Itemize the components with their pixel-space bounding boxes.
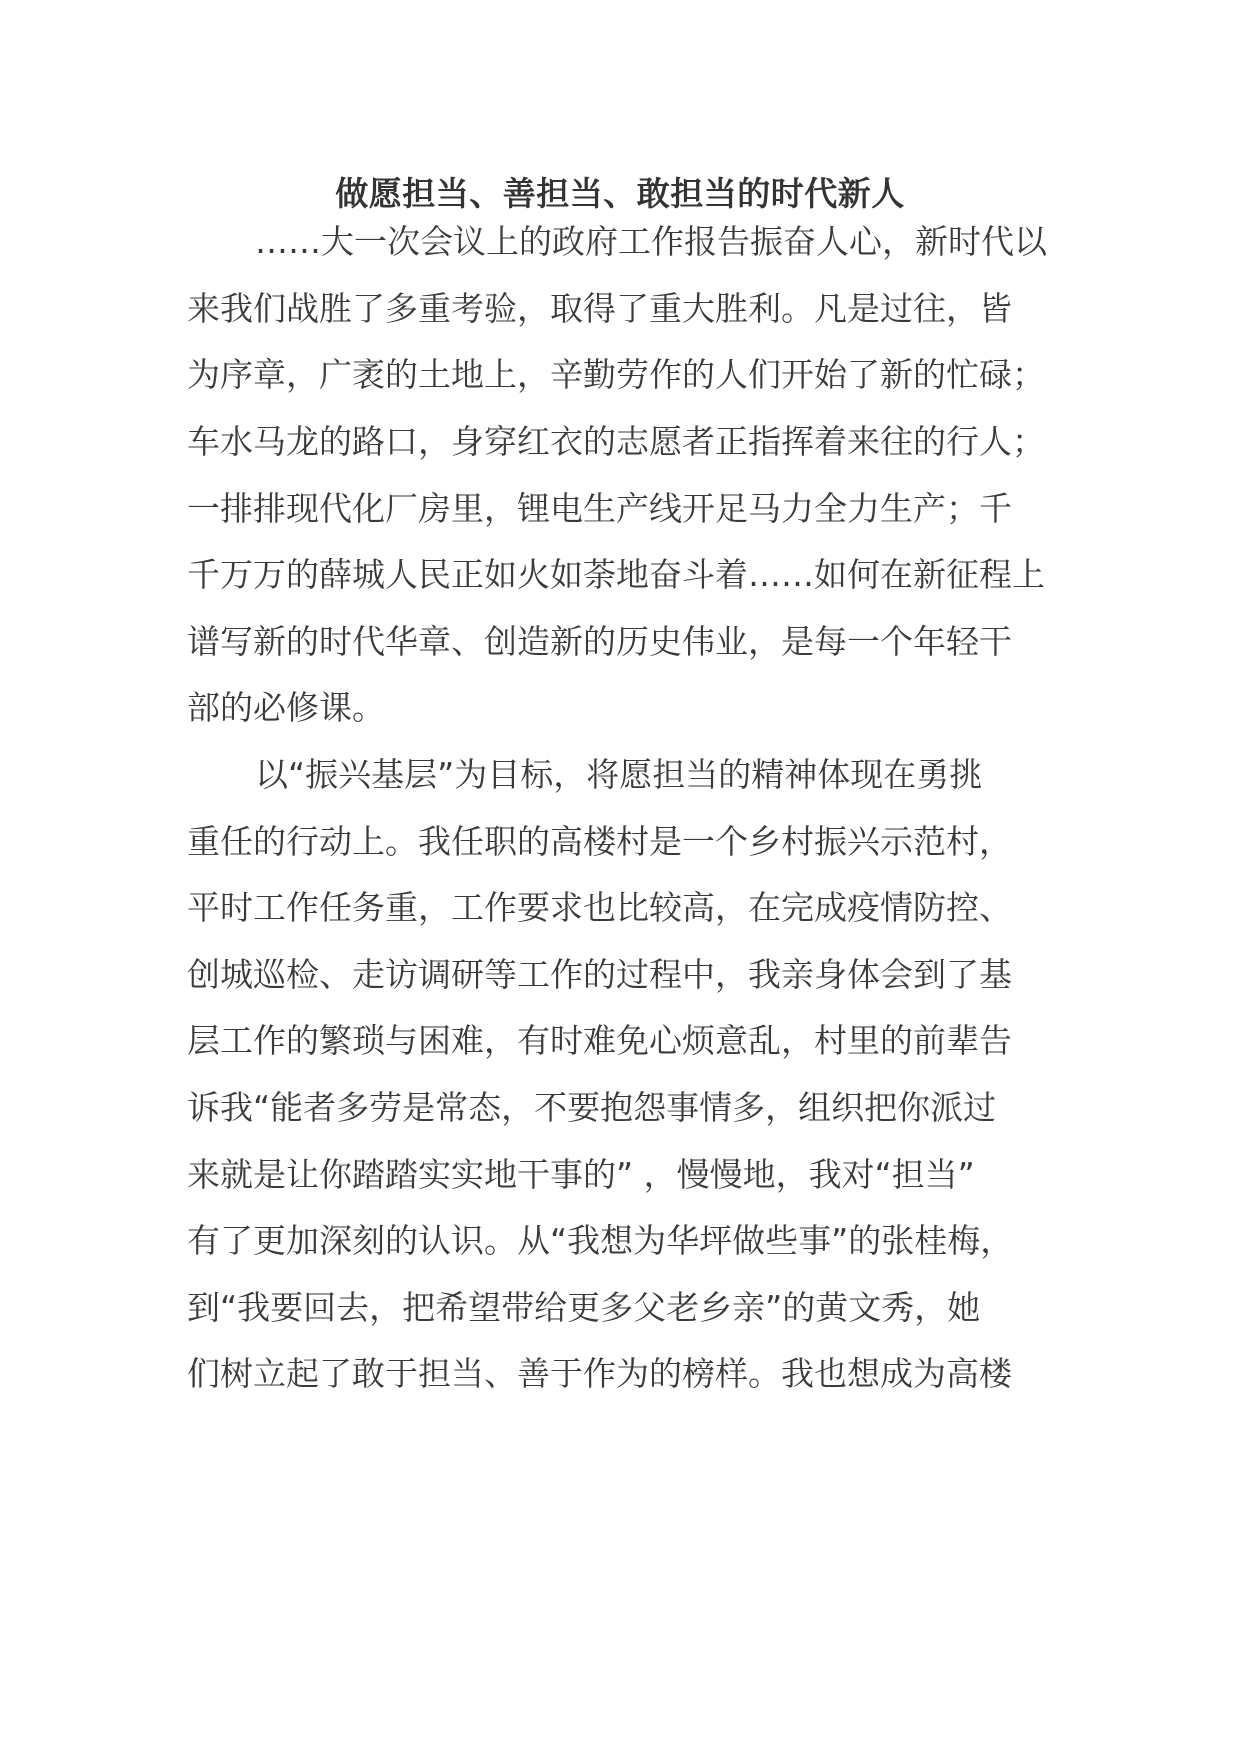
paragraph-2-line-2: 重任的行动上。我任职的高楼村是一个乡村振兴示范村， <box>187 822 1012 861</box>
paragraph-2-line-3: 平时工作任务重，工作要求也比较高，在完成疫情防控、 <box>187 888 1012 927</box>
paragraph-2-line-8: 有了更加深刻的认识。从“我想为华坪做些事”的张桂梅， <box>187 1221 1014 1260</box>
paragraph-1-line-5: 一排排现代化厂房里，锂电生产线开足马力全力生产；千 <box>187 489 1012 528</box>
paragraph-2-line-4: 创城巡检、走访调研等工作的过程中，我亲身体会到了基 <box>187 955 1012 994</box>
paragraph-2-line-6: 诉我“能者多劳是常态，不要抱怨事情多，组织把你派过 <box>187 1088 997 1127</box>
paragraph-1-line-2: 来我们战胜了多重考验，取得了重大胜利。凡是过往，皆 <box>187 289 1012 328</box>
paragraph-2-line-1: 以“振兴基层”为目标，将愿担当的精神体现在勇挑 <box>255 755 983 794</box>
paragraph-1-line-4: 车水马龙的路口，身穿红衣的志愿者正指挥着来往的行人； <box>187 422 1045 461</box>
paragraph-2-line-5: 层工作的繁琐与困难，有时难免心烦意乱，村里的前辈告 <box>187 1021 1012 1060</box>
paragraph-1-line-3: 为序章，广袤的土地上，辛勤劳作的人们开始了新的忙碌； <box>187 355 1045 394</box>
paragraph-2-line-10: 们树立起了敢于担当、善于作为的榜样。我也想成为高楼 <box>187 1354 1012 1393</box>
document-title: 做愿担当、善担当、敢担当的时代新人 <box>335 174 905 213</box>
paragraph-1-line-7: 谱写新的时代华章、创造新的历史伟业，是每一个年轻干 <box>187 622 1012 661</box>
paragraph-2-line-7: 来就是让你踏踏实实地干事的” ，慢慢地，我对“担当” <box>187 1155 975 1194</box>
paragraph-2-line-9: 到“我要回去，把希望带给更多父老乡亲”的黄文秀，她 <box>187 1288 981 1327</box>
paragraph-1-line-6: 千万万的薛城人民正如火如荼地奋斗着……如何在新征程上 <box>187 555 1045 594</box>
paragraph-1-line-1: ……大一次会议上的政府工作报告振奋人心，新时代以 <box>255 222 1047 261</box>
paragraph-1-line-8: 部的必修课。 <box>187 688 385 727</box>
